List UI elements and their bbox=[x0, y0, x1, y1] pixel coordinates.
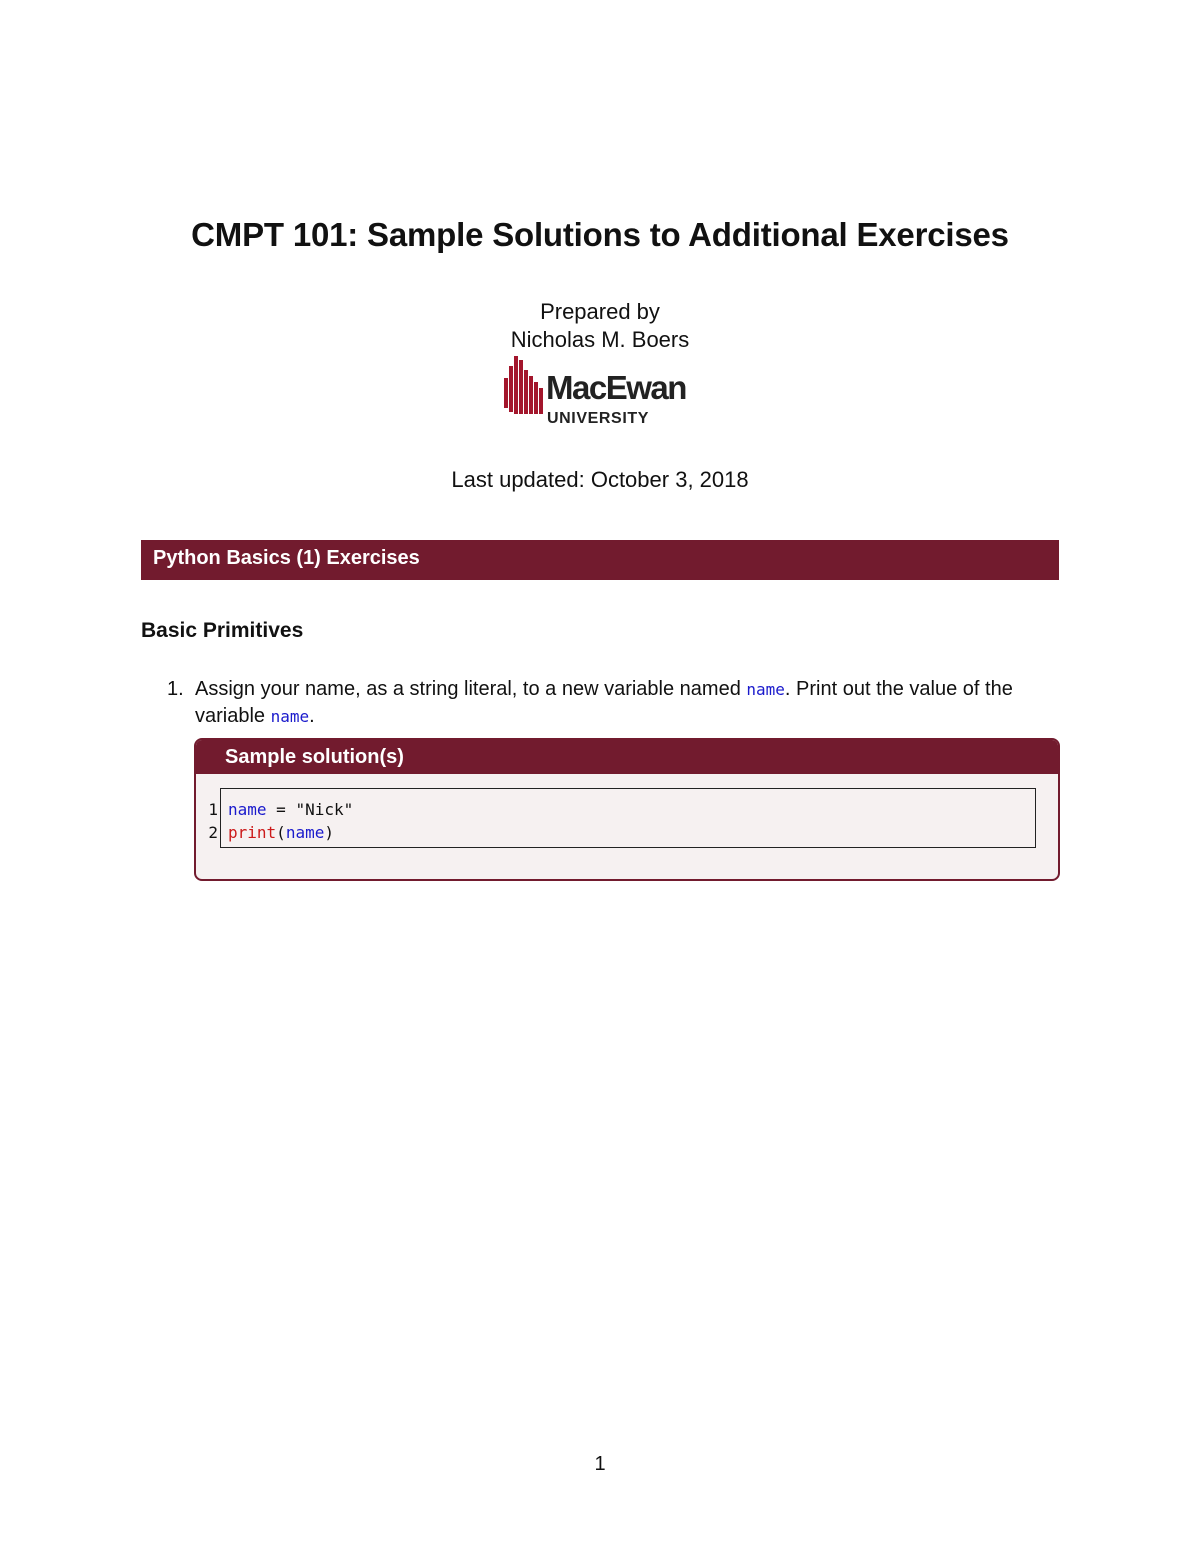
exercise-text-part: Assign your name, as a string literal, to a new variable named bbox=[195, 678, 747, 700]
page-title: CMPT 101: Sample Solutions to Additional Exercises bbox=[191, 216, 1009, 253]
exercise-text-part: . bbox=[309, 705, 315, 727]
subsection-heading: Basic Primitives bbox=[141, 619, 304, 642]
prepared-by-label: Prepared by bbox=[540, 299, 660, 324]
code-operator: = bbox=[266, 800, 296, 819]
code-listing bbox=[206, 788, 1034, 848]
inline-code-ref: name bbox=[270, 707, 310, 726]
section-header-bar bbox=[141, 540, 1059, 580]
code-line bbox=[228, 821, 353, 844]
page-number: 1 bbox=[594, 1453, 606, 1475]
last-updated: Last updated: October 3, 2018 bbox=[451, 467, 749, 492]
code-variable: name bbox=[228, 800, 267, 819]
code-line bbox=[228, 798, 353, 821]
exercise-text-part: . Print out the value of the variable bbox=[195, 678, 1013, 727]
exercise-number: 1. bbox=[167, 678, 184, 700]
solution-box bbox=[194, 738, 1060, 881]
code-paren: ( bbox=[276, 823, 286, 842]
line-numbers bbox=[206, 798, 218, 844]
section-title: Python Basics (1) Exercises bbox=[153, 547, 420, 569]
macewan-logo bbox=[504, 356, 704, 432]
logo-subtext: UNIVERSITY bbox=[547, 410, 650, 427]
code-lines bbox=[228, 798, 353, 844]
line-number: 1 bbox=[208, 800, 218, 819]
macewan-logo-mark bbox=[504, 356, 544, 416]
solution-header bbox=[196, 740, 1058, 774]
logo-wordmark: MacEwan bbox=[546, 369, 686, 406]
exercise-text bbox=[195, 676, 1059, 730]
code-paren: ) bbox=[324, 823, 334, 842]
author-name: Nicholas M. Boers bbox=[510, 327, 690, 352]
code-function: print bbox=[228, 823, 277, 842]
code-string: "Nick" bbox=[295, 800, 354, 819]
inline-code-ref: name bbox=[746, 680, 785, 699]
solution-header-label: Sample solution(s) bbox=[225, 746, 404, 768]
code-variable: name bbox=[285, 823, 325, 842]
line-number: 2 bbox=[208, 823, 218, 842]
